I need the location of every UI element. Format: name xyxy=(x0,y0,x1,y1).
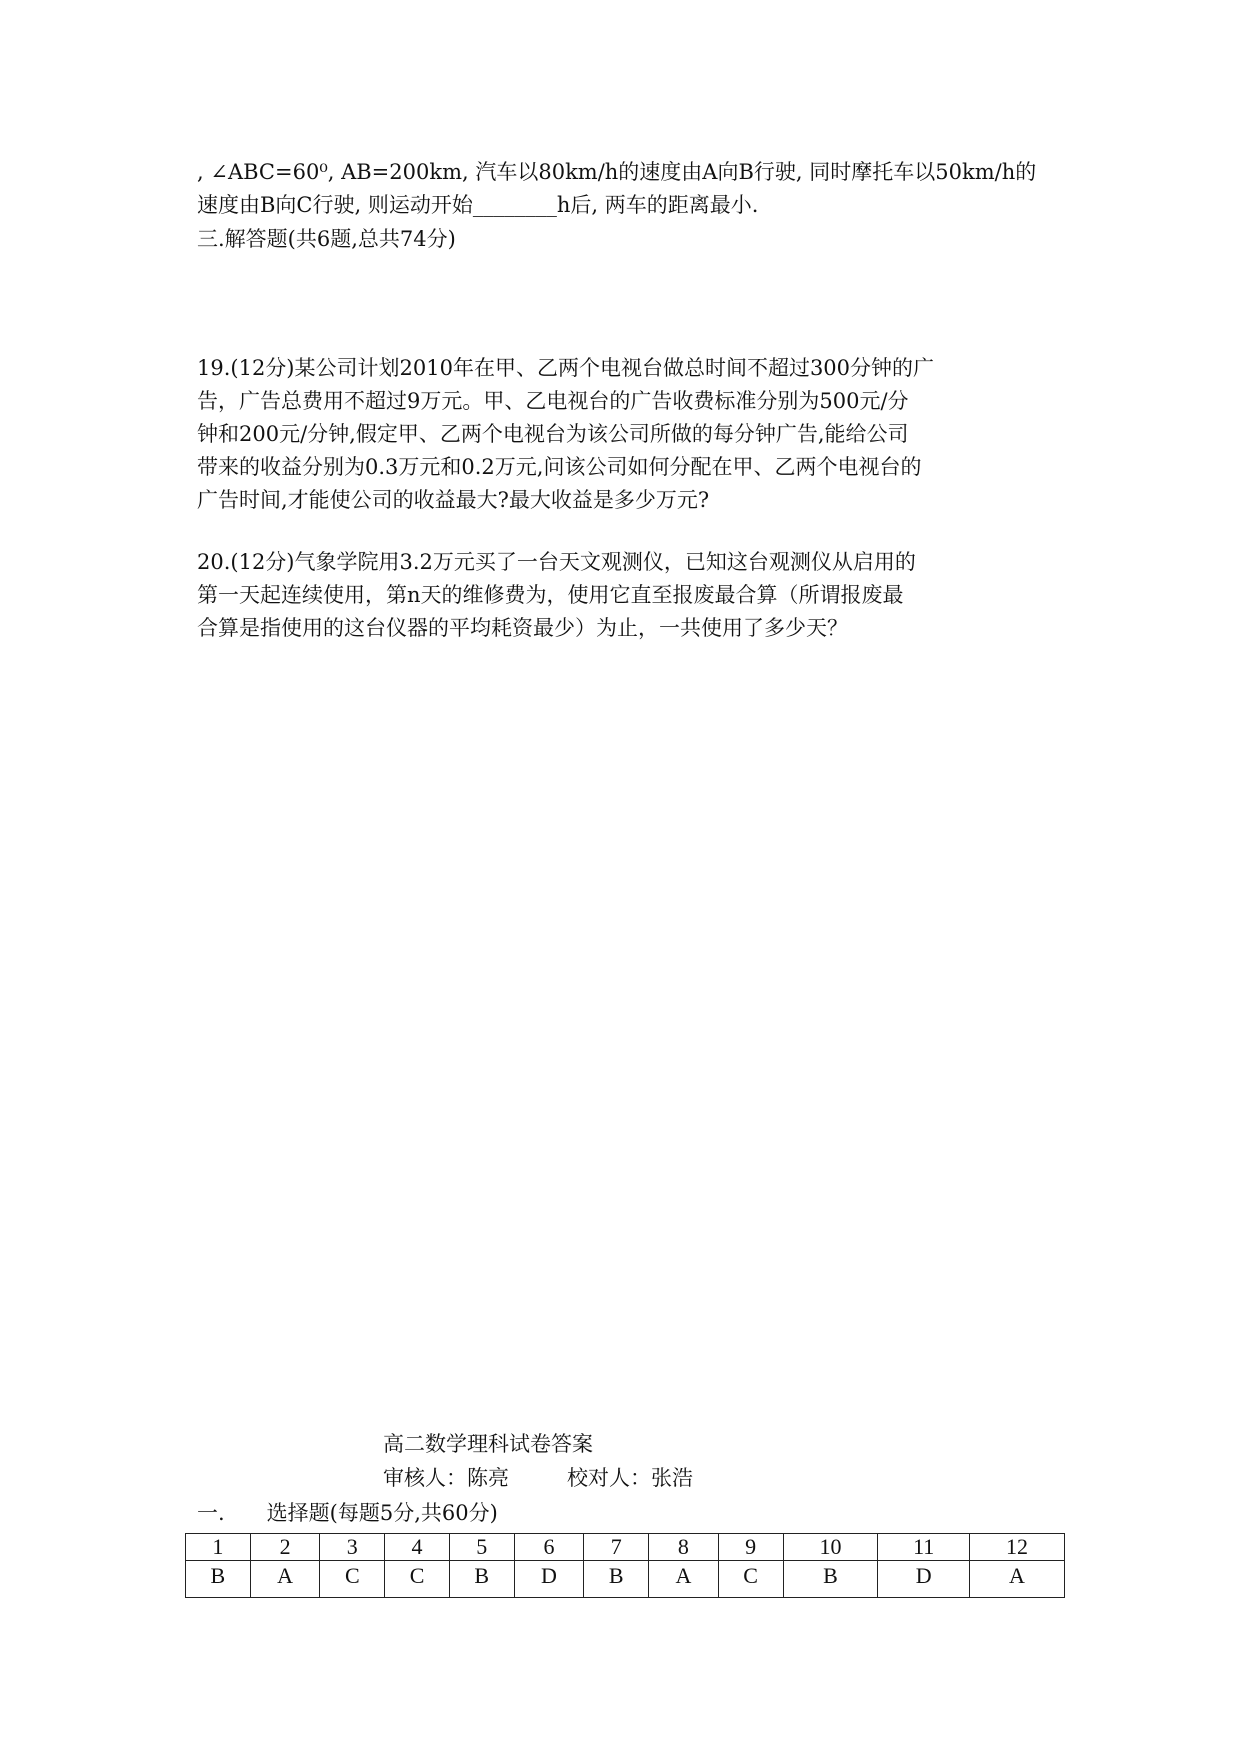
question-19-line: 钟和200元/分钟,假定甲、乙两个电视台为该公司所做的每分钟广告,能给公司 xyxy=(197,422,909,446)
proofreader-name: 校对人：张浩 xyxy=(567,1466,693,1490)
question-number-cell: 12 xyxy=(970,1534,1065,1561)
reviewer-name: 审核人：陈亮 xyxy=(383,1466,509,1490)
section-3-heading: 三.解答题(共6题,总共74分) xyxy=(197,227,456,251)
question-20 xyxy=(197,546,1057,645)
answer-table xyxy=(185,1533,1065,1598)
question-number-cell: 2 xyxy=(250,1534,320,1561)
question-19-line: 带来的收益分别为0.3万元和0.2万元,问该公司如何分配在甲、乙两个电视台的 xyxy=(197,455,922,479)
answer-cell: D xyxy=(878,1561,970,1598)
question-number-cell: 8 xyxy=(649,1534,719,1561)
question-number-cell: 9 xyxy=(718,1534,783,1561)
question-number-cell: 1 xyxy=(186,1534,251,1561)
answer-cell: B xyxy=(186,1561,251,1598)
answer-cell: A xyxy=(250,1561,320,1598)
question-number-cell: 5 xyxy=(449,1534,514,1561)
answer-cell: B xyxy=(783,1561,878,1598)
question-20-line: 20.(12分)气象学院用3.2万元买了一台天文观测仪，已知这台观测仪从启用的 xyxy=(197,550,916,574)
question-20-line: 合算是指使用的这台仪器的平均耗资最少）为止，一共使用了多少天？ xyxy=(197,616,848,640)
answer-cell: D xyxy=(514,1561,584,1598)
answer-key-title: 高二数学理科试卷答案 xyxy=(383,1432,593,1456)
answer-cell: B xyxy=(449,1561,514,1598)
question-20-line: 第一天起连续使用，第n天的维修费为，使用它直至报废最合算（所谓报废最 xyxy=(197,583,904,607)
answer-cell: C xyxy=(718,1561,783,1598)
question-number-row xyxy=(186,1534,1065,1561)
question-number-cell: 6 xyxy=(514,1534,584,1561)
question-19-line: 19.(12分)某公司计划2010年在甲、乙两个电视台做总时间不超过300分钟的广 xyxy=(197,356,935,380)
question-number-cell: 7 xyxy=(584,1534,649,1561)
answer-cell: A xyxy=(970,1561,1065,1598)
question-number-cell: 3 xyxy=(320,1534,385,1561)
question-number-cell: 10 xyxy=(783,1534,878,1561)
answer-cell: C xyxy=(385,1561,450,1598)
question-number-cell: 11 xyxy=(878,1534,970,1561)
answer-cell: B xyxy=(584,1561,649,1598)
answer-row xyxy=(186,1561,1065,1598)
question-19-line: 广告时间,才能使公司的收益最大?最大收益是多少万元? xyxy=(197,488,710,512)
section-1-heading: 一. 选择题(每题5分,共60分) xyxy=(197,1501,498,1525)
question-19 xyxy=(197,352,1057,517)
answer-cell: C xyxy=(320,1561,385,1598)
question-number-cell: 4 xyxy=(385,1534,450,1561)
answer-cell: A xyxy=(649,1561,719,1598)
question-18-text-line-2: 速度由B向C行驶, 则运动开始________h后, 两车的距离最小. xyxy=(197,193,759,217)
question-18-text-line-1: , ∠ABC=60⁰, AB=200km, 汽车以80km/h的速度由A向B行驶, 同时摩托车以50km/h的 xyxy=(197,160,1037,184)
question-19-line: 告，广告总费用不超过9万元。甲、乙电视台的广告收费标准分别为500元/分 xyxy=(197,389,909,413)
